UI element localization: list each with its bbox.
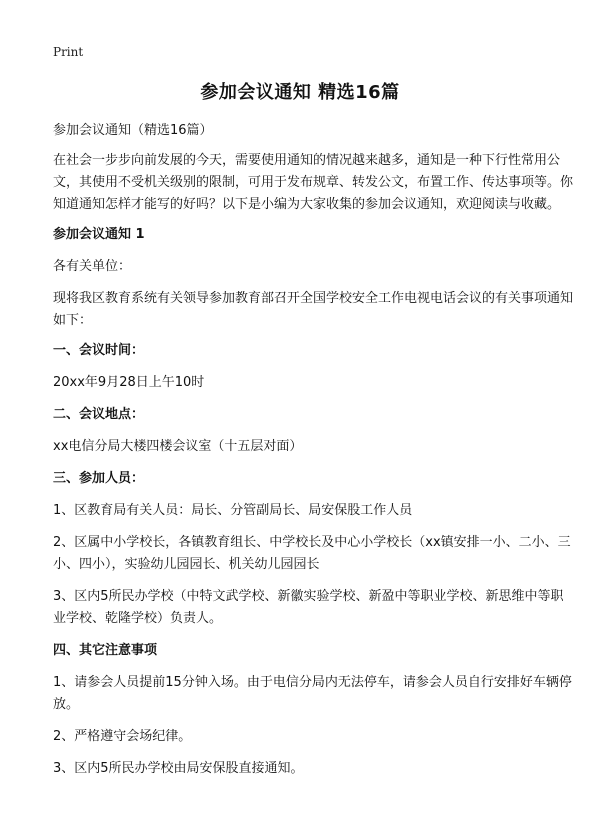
print-label[interactable]: Print <box>53 45 84 59</box>
people-heading: 三、参加人员： <box>53 471 145 486</box>
people-item-3: 3、区内5所民办学校（中特文武学校、新徽实验学校、新盈中等职业学校、新思维中等职业学校、乾隆学校）负责人。 <box>53 589 564 626</box>
time-heading: 一、会议时间： <box>53 343 145 358</box>
salutation: 各有关单位： <box>53 259 132 274</box>
people-item-1: 1、区教育局有关人员：局长、分管副局长、局安保股工作人员 <box>53 503 413 518</box>
document-body <box>53 120 573 790</box>
note-item-2: 2、严格遵守会场纪律。 <box>53 729 192 744</box>
document-subtitle: 参加会议通知（精选16篇） <box>53 123 213 138</box>
note-item-3: 3、区内5所民办学校由局安保股直接通知。 <box>53 761 304 776</box>
document-title: 参加会议通知 精选16篇 <box>200 82 400 103</box>
people-item-2: 2、区属中小学校长，各镇教育组长、中学校长及中心小学校长（xx镇安排一小、二小、三小、四小），实验幼儿园园长、机关幼儿园园长 <box>53 535 571 572</box>
notice-intro: 现将我区教育系统有关领导参加教育部召开全国学校安全工作电视电话会议的有关事项通知如下： <box>53 291 574 328</box>
notes-heading: 四、其它注意事项 <box>53 643 158 658</box>
intro-paragraph: 在社会一步步向前发展的今天，需要使用通知的情况越来越多，通知是一种下行性常用公文，其使用不受机关级别的限制，可用于发布规章、转发公文，布置工作、传达事项等。你知道通知怎样才能写的好吗？以下是小编为大家收集的参加会议通知，欢迎阅读与收藏。 <box>53 153 574 212</box>
section-heading: 参加会议通知 1 <box>53 227 145 242</box>
time-value: 20xx年9月28日上午10时 <box>53 375 205 390</box>
place-value: xx电信分局大楼四楼会议室（十五层对面） <box>53 439 303 454</box>
place-heading: 二、会议地点： <box>53 407 145 422</box>
note-item-1: 1、请参会人员提前15分钟入场。由于电信分局内无法停车，请参会人员自行安排好车辆停放。 <box>53 675 572 712</box>
